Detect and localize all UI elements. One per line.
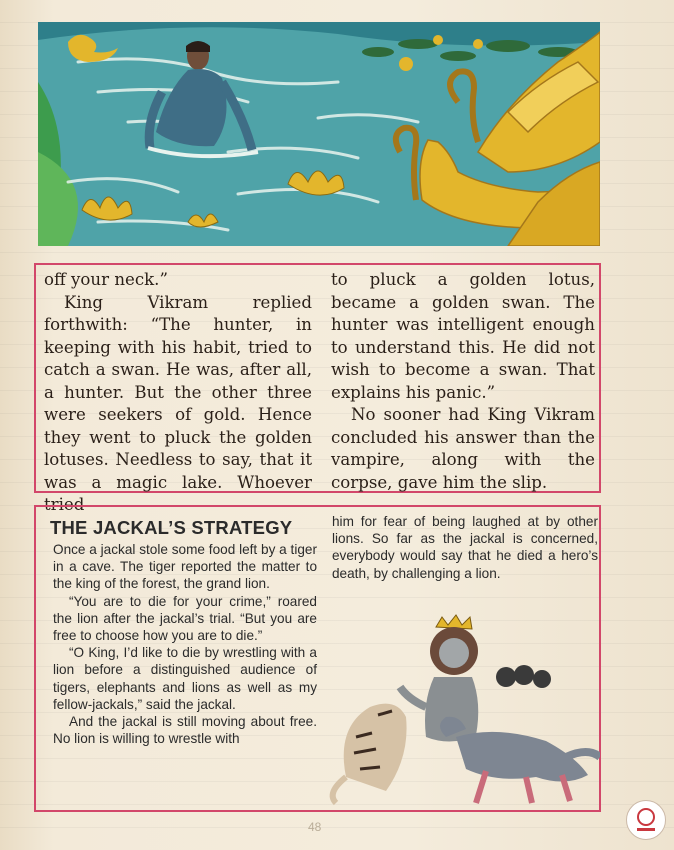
jackal-illustration xyxy=(440,717,600,803)
tiger-illustration xyxy=(333,704,407,803)
animals-illustration xyxy=(326,607,600,807)
page-number: 48 xyxy=(308,820,322,834)
story-paragraph: “O King, I’d like to die by wrestling with a lion before a distinguished audience of tigers, elephants and lions as well as my fellow-jackals,” said the jackal. xyxy=(53,645,317,712)
story-paragraph: No sooner had King Vikram concluded his answer than the vampire, along with the corpse, gave him the slip. xyxy=(331,405,595,492)
lake-illustration xyxy=(38,22,600,246)
jackal-column-right xyxy=(332,513,598,582)
jackal-column-left xyxy=(53,541,317,747)
story-column-right xyxy=(331,269,595,494)
story-paragraph: Once a jackal stole some food left by a tiger in a cave. The tiger reported the matter to the king of the forest, the grand lion. xyxy=(53,542,317,592)
story-paragraph: off your neck.” xyxy=(44,270,168,289)
site-logo-icon xyxy=(626,800,666,840)
story-paragraph: him for fear of being laughed at by other lions. So far as the jackal is concerned, everybody would say that he died a hero’s death, by challenging a lion. xyxy=(332,514,598,581)
vikram-story-box xyxy=(34,263,601,514)
story-column-left xyxy=(44,269,312,517)
story-paragraph: And the jackal is still moving about free. No lion is willing to wrestle with xyxy=(53,714,317,747)
jackal-story-box xyxy=(34,505,601,812)
story-paragraph: to pluck a golden lotus, became a golden swan. The hunter was intelligent enough to understand this. He did not wish to become a swan. That explains his panic.” xyxy=(331,270,595,402)
lion-illustration xyxy=(400,615,478,742)
story-title: THE JACKAL’S STRATEGY xyxy=(50,517,293,538)
story-paragraph: “You are to die for your crime,” roared the lion after the jackal’s trial. “But you are free to choose how you are to die.” xyxy=(53,593,317,644)
story-paragraph: King Vikram replied forthwith: “The hunter, in keeping with his habit, tried to catch a swan. He was, after all, a hunter. But the other three were seekers of gold. Hence they went to pluck the golden lotuses. Needless to say, that it was a magic lake. Whoever tried xyxy=(44,292,312,514)
